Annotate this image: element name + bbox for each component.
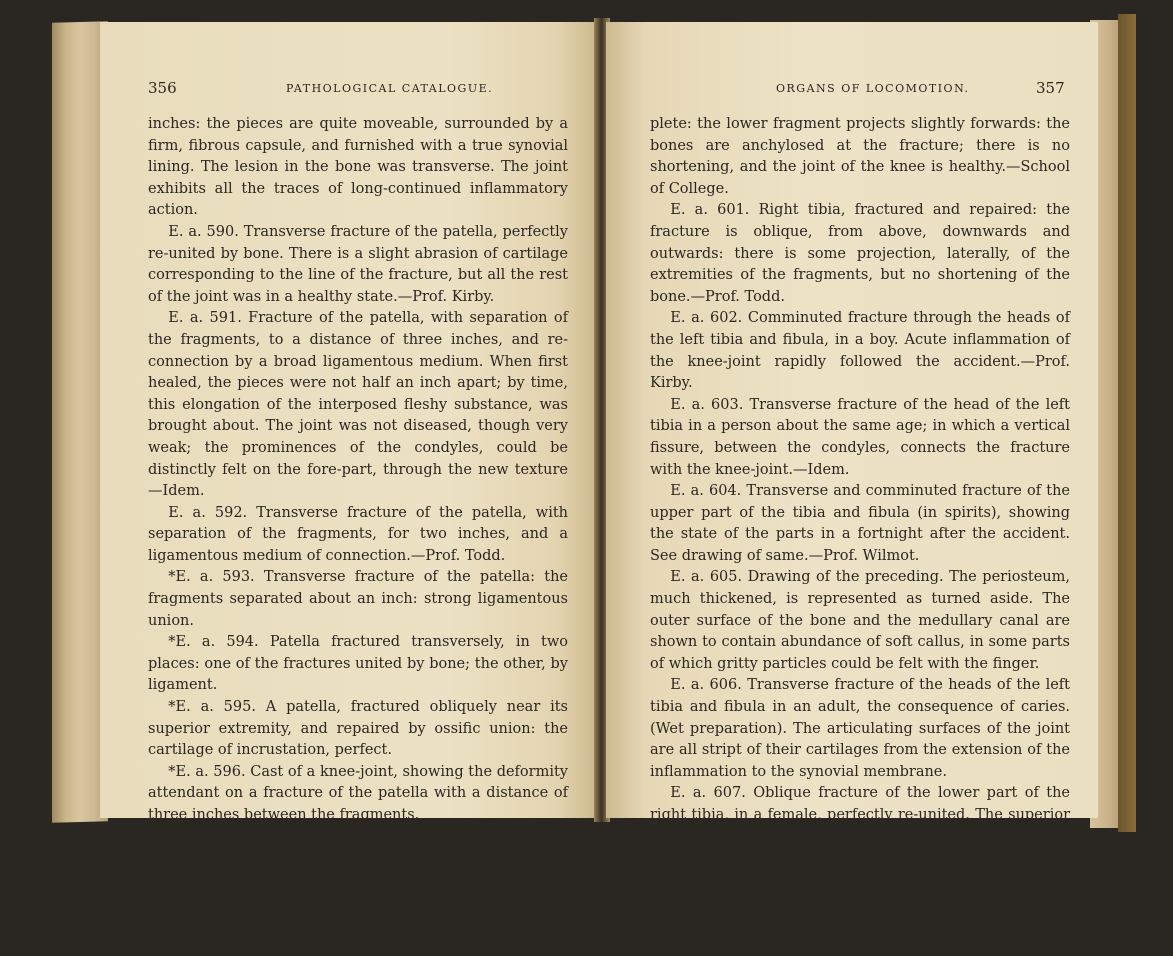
paragraph: E. a. 607. Oblique fracture of the lower part of the right tibia, in a female, perfectly re-united. The superior fragment lies a little in front, and to the inside, of the inferior, with some overlapping. bbox=[650, 785, 1070, 867]
paragraph: E. a. 597. Cast of a knee-joint, showing the deformity attendant on a fracture of the patella, with a distance of three-fourths of an inch between the fragments. bbox=[148, 828, 568, 888]
paragraph: E. a. 590. Transverse fracture of the patella, perfectly re-united by bone. There is a slight abrasion of cartilage corresponding to the line of the fracture, but all the rest of the joint was in a healthy state.—Prof. Kirby. bbox=[148, 223, 568, 305]
paragraph: E. a. 605. Drawing of the preceding. The periosteum, much thickened, is represented as turned aside. The outer surface of the bone and the medullary canal are shown to contain abundance of soft callus, in some parts of which gritty particles could be felt with the finger. bbox=[650, 569, 1070, 672]
paragraph: E. a. 608. Oblique fracture of the left tibia and fibula, in a female, firmly consolidated, and exhibiting precisely the bbox=[650, 871, 1070, 931]
running-head: ORGANS OF LOCOMOTION. bbox=[776, 82, 970, 95]
page-number: 356 bbox=[148, 79, 177, 97]
paragraph: *E. a. 595. A patella, fractured obliquely near its superior extremity, and repaired by ossific union: the cartilage of incrustation, perfect. bbox=[148, 699, 568, 759]
paragraph: E. a. 602. Comminuted fracture through the heads of the left tibia and fibula, in a boy. Acute inflammation of the knee-joint rapidly followed the accident.—Prof. Kirby. bbox=[650, 310, 1070, 392]
paragraph: *E. a. 596. Cast of a knee-joint, showing the deformity attendant on a fracture of the patella with a distance of three inches between the fragments. bbox=[148, 763, 568, 823]
paragraph: E. a. 606. Transverse fracture of the heads of the left tibia and fibula in an adult, the consequence of caries. (Wet preparation). The articulating surfaces of the joint are all stript of their cartilages from the extension of the inflammation to the synovial membrane. bbox=[650, 677, 1070, 780]
page-body bbox=[650, 114, 1070, 935]
paragraph: E. a. 601. Right tibia, fractured and repaired: the fracture is oblique, from above, downwards and outwards: there is some projection, laterally, of the extremities of the fragments, but no shortening of the bone.—Prof. Todd. bbox=[650, 202, 1070, 305]
left-page bbox=[100, 22, 598, 953]
page-body bbox=[148, 114, 568, 956]
right-page bbox=[606, 22, 1098, 931]
paragraph: E. a. 600. Fracture of the left tibia and fibula, in a man, close beneath the superior articulation. The union is com- bbox=[148, 893, 568, 953]
paragraph: *E. a. 593. Transverse fracture of the patella: the fragments separated about an inch: strong ligamentous union. bbox=[148, 569, 568, 629]
paragraph: E. a. 604. Transverse and comminuted fracture of the upper part of the tibia and fibula (in spirits), showing the state of the parts in a fortnight after the accident. See drawing of same.—Prof. Wilmot. bbox=[650, 483, 1070, 564]
page-number: 357 bbox=[1036, 79, 1065, 97]
paragraph: E. a. 603. Transverse fracture of the head of the left tibia in a person about the same age; in which a vertical fissure, between the condyles, connects the fracture with the knee-joint.—Idem. bbox=[650, 396, 1070, 478]
paragraph: inches: the pieces are quite moveable, surrounded by a firm, fibrous capsule, and furnished with a true synovial lining. The lesion in the bone was transverse. The joint exhibits all the traces of long-continued inflammatory action. bbox=[148, 116, 568, 219]
running-head: PATHOLOGICAL CATALOGUE. bbox=[286, 82, 494, 95]
book-cover-edge bbox=[1118, 14, 1136, 832]
paragraph: E. a. 592. Transverse fracture of the patella, with separation of the fragments, for two inches, and a ligamentous medium of connection.—Prof. Todd. bbox=[148, 504, 568, 564]
paragraph: E. a. 591. Fracture of the patella, with separation of the fragments, to a distance of three inches, and re-connection by a broad ligamentous medium. When first healed, the pieces were not half an inch apart; by time, this elongation of the interposed fleshy substance, was brought about. The joint was not diseased, though very weak; the prominences of the condyles, could be distinctly felt on the fore-part, through the new texture—Idem. bbox=[148, 310, 568, 500]
paragraph: plete: the lower fragment projects slightly forwards: the bones are anchylosed at the fracture; there is no shortening, and the joint of the knee is healthy.—School of College. bbox=[650, 116, 1070, 197]
paragraph: *E. a. 594. Patella fractured transversely, in two places: one of the fractures united by bone; the other, by ligament. bbox=[148, 634, 568, 694]
